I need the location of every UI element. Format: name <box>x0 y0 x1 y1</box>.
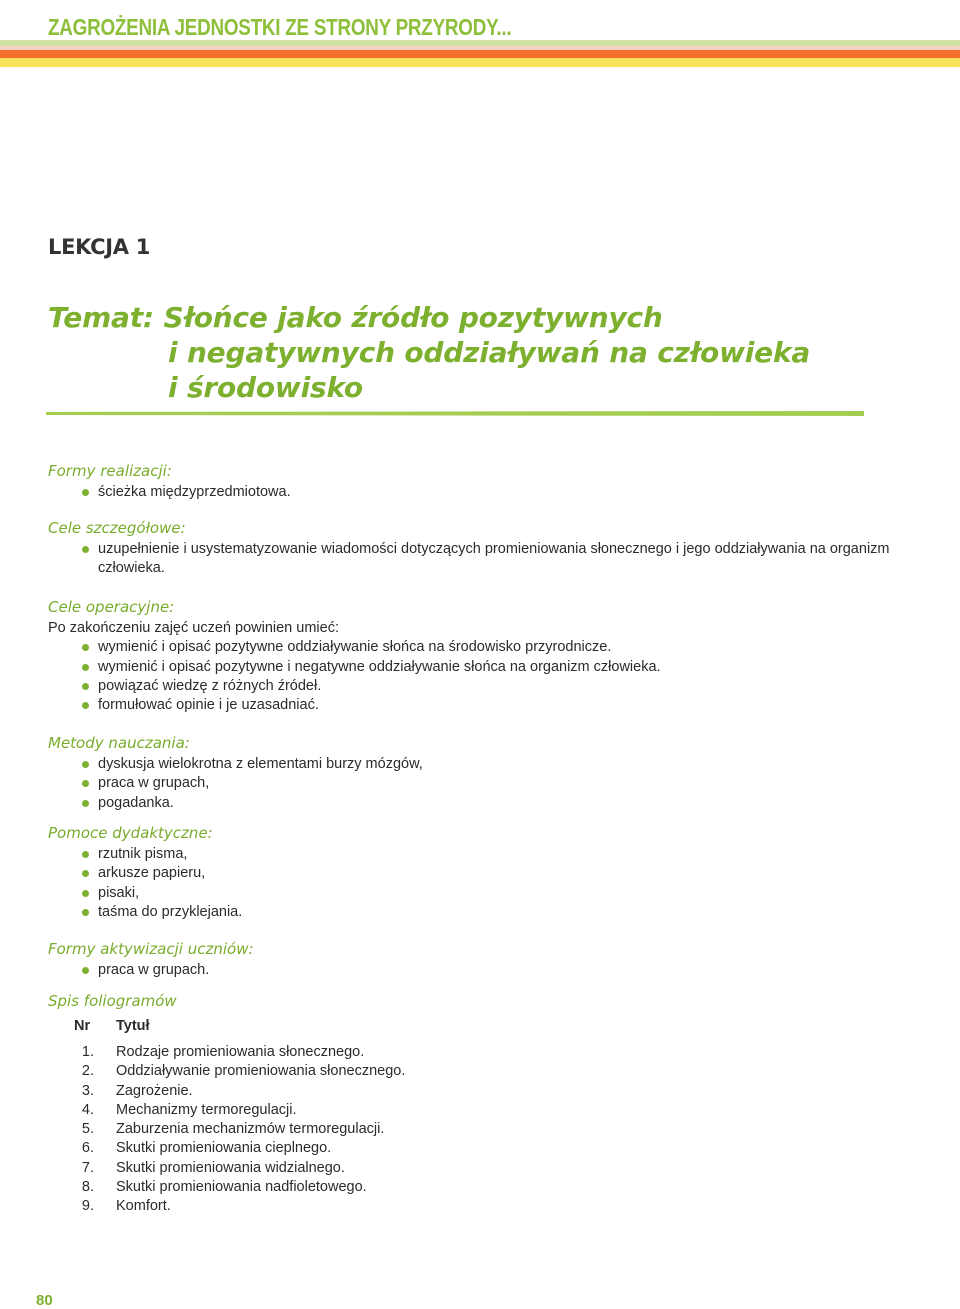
section-heading: Spis foliogramów <box>48 992 177 1010</box>
section-heading: Metody nauczania: <box>48 734 190 752</box>
bullet-icon <box>82 546 89 553</box>
table-row: 7. Skutki promieniowania widzialnego. <box>81 1159 345 1176</box>
page-number: 80 <box>36 1292 53 1309</box>
table-row: 3. Zagrożenie. <box>81 1082 193 1099</box>
topic-line-3: i środowisko <box>168 371 363 404</box>
bullet-icon <box>82 664 89 671</box>
list-item: formułować opinie i je uzasadniać. <box>48 696 928 715</box>
lesson-label: LEKCJA 1 <box>48 235 151 259</box>
list-item: rzutnik pisma, <box>48 845 928 864</box>
topic-underline <box>46 410 864 417</box>
section-heading: Formy realizacji: <box>48 462 172 480</box>
stripe-yellow <box>0 58 960 67</box>
section-operational-goals <box>48 598 928 715</box>
topic-line-2: i negatywnych oddziaływań na człowieka <box>168 336 811 369</box>
bullet-icon <box>82 702 89 709</box>
section-heading: Pomoce dydaktyczne: <box>48 824 213 842</box>
list-item: powiązać wiedzę z różnych źródeł. <box>48 677 928 696</box>
list-item: praca w grupach, <box>48 774 928 793</box>
list-item: arkusze papieru, <box>48 864 928 883</box>
bullet-icon <box>82 644 89 651</box>
list-item: uzupełnienie i usystematyzowanie wiadomości dotyczących promieniowania słonecznego i jego oddziaływania na organizm człowieka. <box>48 540 928 579</box>
section-heading: Formy aktywizacji uczniów: <box>48 940 254 958</box>
column-header-nr: Nr <box>74 1018 91 1034</box>
list-item: pogadanka. <box>48 794 928 813</box>
stripe-orange <box>0 50 960 58</box>
list-item: wymienić i opisać pozytywne i negatywne oddziaływanie słońca na organizm człowieka. <box>48 658 928 677</box>
section-slides <box>48 992 928 1217</box>
topic-title <box>48 300 810 405</box>
list-item: ścieżka międzyprzedmiotowa. <box>48 483 928 502</box>
bullet-icon <box>82 800 89 807</box>
list-item: praca w grupach. <box>48 961 928 980</box>
column-header-title: Tytuł <box>116 1018 150 1034</box>
section-heading: Cele szczegółowe: <box>48 519 186 537</box>
list-item: pisaki, <box>48 884 928 903</box>
bullet-icon <box>82 683 89 690</box>
section-heading: Cele operacyjne: <box>48 598 175 616</box>
list-item: wymienić i opisać pozytywne oddziaływanie słońca na środowisko przyrodnicze. <box>48 638 928 657</box>
topic-line-1: Temat: Słońce jako źródło pozytywnych <box>48 301 663 334</box>
table-row: 9. Komfort. <box>81 1198 171 1215</box>
table-row: 4. Mechanizmy termoregulacji. <box>81 1101 297 1118</box>
section-aids <box>48 824 928 922</box>
list-item: taśma do przyklejania. <box>48 903 928 922</box>
intro-text: Po zakończeniu zajęć uczeń powinien umieć: <box>48 620 339 636</box>
table-row: 1. Rodzaje promieniowania słonecznego. <box>81 1044 365 1060</box>
table-row: 6. Skutki promieniowania cieplnego. <box>81 1140 332 1157</box>
bullet-icon <box>82 489 89 496</box>
section-activation <box>48 940 928 980</box>
section-methods <box>48 734 928 813</box>
bullet-icon <box>82 761 89 768</box>
table-header <box>48 1017 928 1043</box>
table-row: 8. Skutki promieniowania nadfioletowego. <box>81 1179 367 1196</box>
running-header: ZAGROŻENIA JEDNOSTKI ZE STRONY PRZYRODY... <box>48 14 512 40</box>
bullet-icon <box>82 870 89 877</box>
bullet-icon <box>82 890 89 897</box>
list-item: dyskusja wielokrotna z elementami burzy mózgów, <box>48 755 928 774</box>
section-detailed-goals <box>48 519 928 579</box>
bullet-icon <box>82 967 89 974</box>
table-row: 5. Zaburzenia mechanizmów termoregulacji. <box>81 1121 385 1138</box>
bullet-icon <box>82 851 89 858</box>
table-row: 2. Oddziaływanie promieniowania słonecznego. <box>81 1063 406 1080</box>
section-forms <box>48 462 928 502</box>
bullet-icon <box>82 909 89 916</box>
header-stripes <box>0 40 960 68</box>
bullet-icon <box>82 780 89 787</box>
